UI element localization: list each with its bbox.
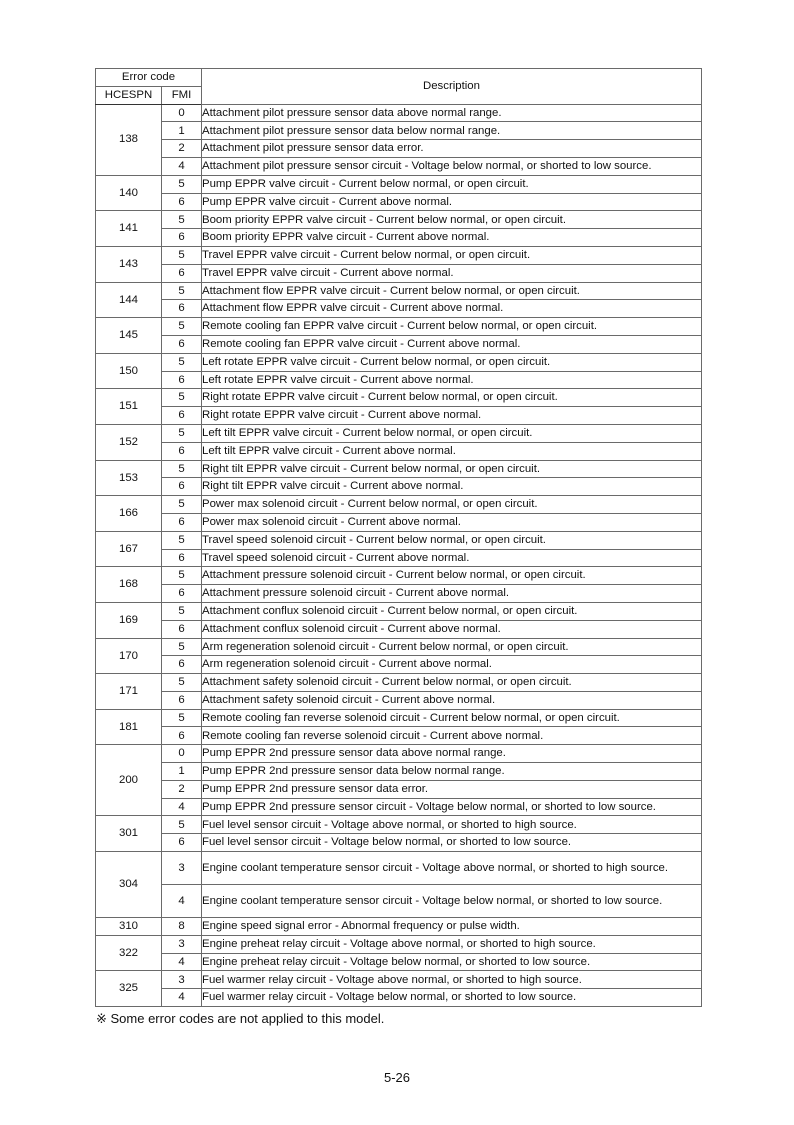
table-row [96, 335, 702, 353]
fmi-cell: 5 [162, 460, 202, 478]
fmi-cell: 5 [162, 567, 202, 585]
description-cell: Pump EPPR 2nd pressure sensor data above normal range. [202, 745, 702, 763]
table-row [96, 531, 702, 549]
description-cell: Engine preheat relay circuit - Voltage above normal, or shorted to high source. [202, 935, 702, 953]
description-cell: Pump EPPR 2nd pressure sensor data below normal range. [202, 763, 702, 781]
description-cell: Attachment pressure solenoid circuit - Current above normal. [202, 585, 702, 603]
fmi-cell: 6 [162, 513, 202, 531]
fmi-cell: 6 [162, 300, 202, 318]
description-cell: Power max solenoid circuit - Current above normal. [202, 513, 702, 531]
fmi-cell: 5 [162, 318, 202, 336]
table-row [96, 918, 702, 936]
table-row [96, 763, 702, 781]
fmi-cell: 2 [162, 140, 202, 158]
table-row [96, 353, 702, 371]
description-cell: Right tilt EPPR valve circuit - Current above normal. [202, 478, 702, 496]
hcespn-cell: 144 [96, 282, 162, 318]
table-row [96, 371, 702, 389]
description-cell: Fuel warmer relay circuit - Voltage above normal, or shorted to high source. [202, 971, 702, 989]
table-row [96, 175, 702, 193]
fmi-cell: 5 [162, 531, 202, 549]
fmi-cell: 5 [162, 282, 202, 300]
table-body [96, 104, 702, 1006]
hcespn-cell: 301 [96, 816, 162, 852]
fmi-cell: 5 [162, 602, 202, 620]
hcespn-cell: 310 [96, 918, 162, 936]
table-row [96, 885, 702, 918]
hcespn-cell: 181 [96, 709, 162, 745]
fmi-cell: 4 [162, 953, 202, 971]
fmi-cell: 3 [162, 935, 202, 953]
description-cell: Fuel warmer relay circuit - Voltage below normal, or shorted to low source. [202, 989, 702, 1007]
hcespn-cell: 140 [96, 175, 162, 211]
hcespn-cell: 150 [96, 353, 162, 389]
table-row [96, 513, 702, 531]
table-row [96, 157, 702, 175]
description-cell: Travel speed solenoid circuit - Current above normal. [202, 549, 702, 567]
description-cell: Attachment safety solenoid circuit - Current above normal. [202, 691, 702, 709]
description-cell: Arm regeneration solenoid circuit - Current below normal, or open circuit. [202, 638, 702, 656]
fmi-cell: 6 [162, 727, 202, 745]
description-cell: Attachment pilot pressure sensor data above normal range. [202, 104, 702, 122]
fmi-cell: 6 [162, 549, 202, 567]
fmi-cell: 6 [162, 478, 202, 496]
fmi-cell: 0 [162, 104, 202, 122]
table-row [96, 193, 702, 211]
fmi-cell: 5 [162, 496, 202, 514]
header-hcespn: HCESPN [96, 86, 162, 104]
fmi-cell: 5 [162, 674, 202, 692]
fmi-cell: 6 [162, 620, 202, 638]
description-cell: Pump EPPR 2nd pressure sensor circuit - Voltage below normal, or shorted to low source. [202, 798, 702, 816]
description-cell: Attachment pressure solenoid circuit - Current below normal, or open circuit. [202, 567, 702, 585]
fmi-cell: 5 [162, 816, 202, 834]
description-cell: Arm regeneration solenoid circuit - Current above normal. [202, 656, 702, 674]
table-row [96, 300, 702, 318]
fmi-cell: 1 [162, 122, 202, 140]
table-row [96, 318, 702, 336]
table-row [96, 140, 702, 158]
table-row [96, 620, 702, 638]
table-row [96, 602, 702, 620]
header-description: Description [202, 69, 702, 105]
fmi-cell: 8 [162, 918, 202, 936]
description-cell: Travel EPPR valve circuit - Current above normal. [202, 264, 702, 282]
fmi-cell: 5 [162, 353, 202, 371]
table-row [96, 709, 702, 727]
description-cell: Pump EPPR valve circuit - Current above normal. [202, 193, 702, 211]
fmi-cell: 3 [162, 852, 202, 885]
table-row [96, 953, 702, 971]
description-cell: Travel EPPR valve circuit - Current below normal, or open circuit. [202, 246, 702, 264]
hcespn-cell: 322 [96, 935, 162, 971]
error-code-table [95, 68, 702, 1007]
description-cell: Left rotate EPPR valve circuit - Current below normal, or open circuit. [202, 353, 702, 371]
table-row [96, 585, 702, 603]
description-cell: Fuel level sensor circuit - Voltage above normal, or shorted to high source. [202, 816, 702, 834]
table-row [96, 935, 702, 953]
table-row [96, 211, 702, 229]
table-row [96, 816, 702, 834]
hcespn-cell: 143 [96, 246, 162, 282]
table-row [96, 567, 702, 585]
table-header [96, 69, 702, 105]
table-row [96, 246, 702, 264]
fmi-cell: 4 [162, 989, 202, 1007]
header-fmi: FMI [162, 86, 202, 104]
fmi-cell: 6 [162, 656, 202, 674]
table-row [96, 478, 702, 496]
description-cell: Engine coolant temperature sensor circuit - Voltage below normal, or shorted to low source. [202, 885, 702, 918]
description-cell: Attachment flow EPPR valve circuit - Current below normal, or open circuit. [202, 282, 702, 300]
description-cell: Remote cooling fan reverse solenoid circuit - Current above normal. [202, 727, 702, 745]
fmi-cell: 6 [162, 834, 202, 852]
hcespn-cell: 169 [96, 602, 162, 638]
table-row [96, 656, 702, 674]
hcespn-cell: 153 [96, 460, 162, 496]
table-row [96, 834, 702, 852]
page-number: 5-26 [383, 1070, 411, 1085]
description-cell: Attachment safety solenoid circuit - Current below normal, or open circuit. [202, 674, 702, 692]
table-row [96, 460, 702, 478]
fmi-cell: 6 [162, 229, 202, 247]
description-cell: Pump EPPR 2nd pressure sensor data error. [202, 780, 702, 798]
table-row [96, 122, 702, 140]
table-row [96, 745, 702, 763]
fmi-cell: 4 [162, 885, 202, 918]
description-cell: Attachment pilot pressure sensor data below normal range. [202, 122, 702, 140]
description-cell: Attachment conflux solenoid circuit - Current below normal, or open circuit. [202, 602, 702, 620]
description-cell: Left tilt EPPR valve circuit - Current above normal. [202, 442, 702, 460]
fmi-cell: 6 [162, 335, 202, 353]
description-cell: Remote cooling fan EPPR valve circuit - Current below normal, or open circuit. [202, 318, 702, 336]
table-row [96, 407, 702, 425]
fmi-cell: 6 [162, 691, 202, 709]
description-cell: Engine coolant temperature sensor circuit - Voltage above normal, or shorted to high source. [202, 852, 702, 885]
table-row [96, 971, 702, 989]
hcespn-cell: 166 [96, 496, 162, 532]
description-cell: Fuel level sensor circuit - Voltage below normal, or shorted to low source. [202, 834, 702, 852]
hcespn-cell: 167 [96, 531, 162, 567]
hcespn-cell: 171 [96, 674, 162, 710]
hcespn-cell: 151 [96, 389, 162, 425]
table-row [96, 264, 702, 282]
table-row [96, 727, 702, 745]
description-cell: Remote cooling fan reverse solenoid circuit - Current below normal, or open circuit. [202, 709, 702, 727]
description-cell: Attachment pilot pressure sensor data error. [202, 140, 702, 158]
table-row [96, 104, 702, 122]
hcespn-cell: 138 [96, 104, 162, 175]
description-cell: Power max solenoid circuit - Current below normal, or open circuit. [202, 496, 702, 514]
header-error-code: Error code [96, 69, 202, 87]
table-row [96, 442, 702, 460]
description-cell: Attachment pilot pressure sensor circuit - Voltage below normal, or shorted to low source. [202, 157, 702, 175]
table-row [96, 674, 702, 692]
fmi-cell: 2 [162, 780, 202, 798]
description-cell: Right rotate EPPR valve circuit - Current below normal, or open circuit. [202, 389, 702, 407]
description-cell: Right tilt EPPR valve circuit - Current below normal, or open circuit. [202, 460, 702, 478]
fmi-cell: 5 [162, 175, 202, 193]
description-cell: Boom priority EPPR valve circuit - Current above normal. [202, 229, 702, 247]
hcespn-cell: 141 [96, 211, 162, 247]
footnote: ※ Some error codes are not applied to this model. [96, 1011, 385, 1026]
description-cell: Engine speed signal error - Abnormal frequency or pulse width. [202, 918, 702, 936]
table-row [96, 691, 702, 709]
description-cell: Left rotate EPPR valve circuit - Current above normal. [202, 371, 702, 389]
hcespn-cell: 325 [96, 971, 162, 1007]
table-row [96, 282, 702, 300]
fmi-cell: 4 [162, 157, 202, 175]
fmi-cell: 1 [162, 763, 202, 781]
fmi-cell: 3 [162, 971, 202, 989]
fmi-cell: 4 [162, 798, 202, 816]
table-row [96, 852, 702, 885]
fmi-cell: 6 [162, 407, 202, 425]
description-cell: Engine preheat relay circuit - Voltage below normal, or shorted to low source. [202, 953, 702, 971]
hcespn-cell: 170 [96, 638, 162, 674]
fmi-cell: 5 [162, 211, 202, 229]
fmi-cell: 6 [162, 264, 202, 282]
hcespn-cell: 168 [96, 567, 162, 603]
hcespn-cell: 200 [96, 745, 162, 816]
fmi-cell: 6 [162, 442, 202, 460]
fmi-cell: 5 [162, 638, 202, 656]
fmi-cell: 5 [162, 246, 202, 264]
fmi-cell: 0 [162, 745, 202, 763]
description-cell: Pump EPPR valve circuit - Current below normal, or open circuit. [202, 175, 702, 193]
description-cell: Travel speed solenoid circuit - Current below normal, or open circuit. [202, 531, 702, 549]
table-row [96, 229, 702, 247]
table-row [96, 780, 702, 798]
description-cell: Remote cooling fan EPPR valve circuit - Current above normal. [202, 335, 702, 353]
description-cell: Left tilt EPPR valve circuit - Current below normal, or open circuit. [202, 424, 702, 442]
fmi-cell: 6 [162, 193, 202, 211]
table-row [96, 989, 702, 1007]
description-cell: Attachment flow EPPR valve circuit - Current above normal. [202, 300, 702, 318]
fmi-cell: 5 [162, 424, 202, 442]
description-cell: Boom priority EPPR valve circuit - Current below normal, or open circuit. [202, 211, 702, 229]
fmi-cell: 5 [162, 709, 202, 727]
hcespn-cell: 304 [96, 852, 162, 918]
table-row [96, 638, 702, 656]
description-cell: Attachment conflux solenoid circuit - Current above normal. [202, 620, 702, 638]
table-row [96, 496, 702, 514]
table-row [96, 389, 702, 407]
fmi-cell: 6 [162, 585, 202, 603]
fmi-cell: 5 [162, 389, 202, 407]
table-row [96, 798, 702, 816]
hcespn-cell: 152 [96, 424, 162, 460]
table-row [96, 424, 702, 442]
fmi-cell: 6 [162, 371, 202, 389]
description-cell: Right rotate EPPR valve circuit - Current above normal. [202, 407, 702, 425]
hcespn-cell: 145 [96, 318, 162, 354]
table-row [96, 549, 702, 567]
